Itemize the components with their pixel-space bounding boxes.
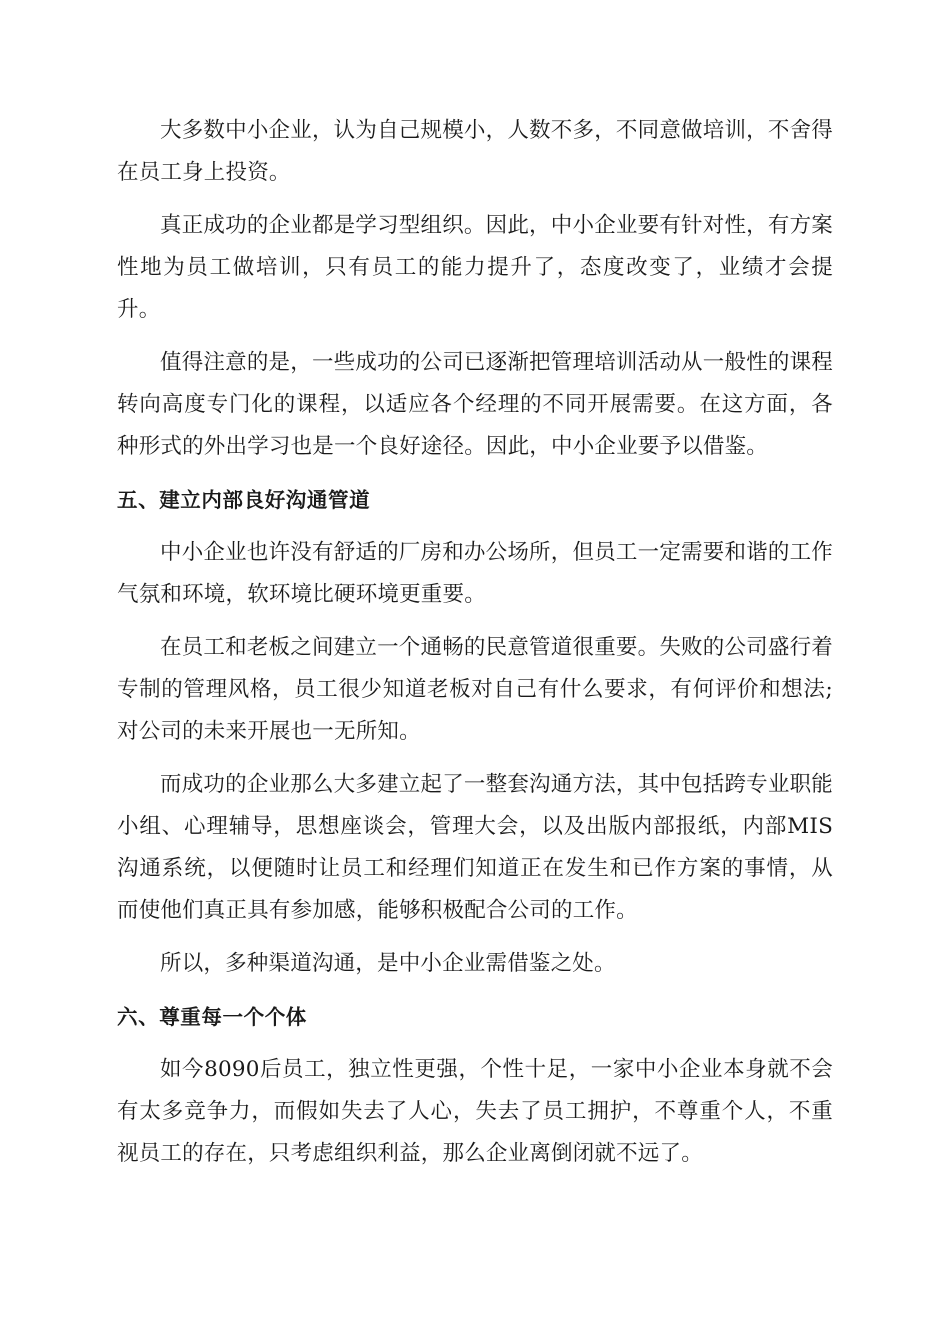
paragraph-training-reluctance: 大多数中小企业，认为自己规模小，人数不多，不同意做培训，不舍得在员工身上投资。: [117, 118, 833, 185]
paragraph-specialized-courses: 值得注意的是，一些成功的公司已逐渐把管理培训活动从一般性的课程转向高度专门化的课程，以适应各个经理的不同开展需要。在这方面，各种形式的外出学习也是一个良好途径。因此，中小企业要予以借鉴。: [117, 350, 833, 459]
paragraph-respect-individuals: 如今8090后员工，独立性更强，个性十足，一家中小企业本身就不会有太多竞争力，而假如失去了人心，失去了员工拥护，不尊重个人，不重视员工的存在，只考虑组织利益，那么企业离倒闭就不远了。: [117, 1057, 833, 1166]
paragraph-communication-methods: 而成功的企业那么大多建立起了一整套沟通方法，其中包括跨专业职能小组、心理辅导，思想座谈会，管理大会，以及出版内部报纸，内部MIS沟通系统，以便随时让员工和经理们知道正在发生和已作方案的事情，从而使他们真正具有参加感，能够积极配合公司的工作。: [117, 772, 833, 923]
paragraph-work-atmosphere: 中小企业也许没有舒适的厂房和办公场所，但员工一定需要和谐的工作气氛和环境，软环境比硬环境更重要。: [117, 540, 833, 607]
section-heading-5: 五、建立内部良好沟通管道: [117, 488, 371, 512]
paragraph-learning-organization: 真正成功的企业都是学习型组织。因此，中小企业要有针对性，有方案性地为员工做培训，只有员工的能力提升了，态度改变了，业绩才会提升。: [117, 213, 833, 322]
document-page: [117, 110, 833, 1186]
paragraph-multi-channel: 所以，多种渠道沟通，是中小企业需借鉴之处。: [160, 951, 616, 976]
paragraph-opinion-channel: 在员工和老板之间建立一个通畅的民意管道很重要。失败的公司盛行着专制的管理风格，员工很少知道老板对自己有什么要求，有何评价和想法;对公司的未来开展也一无所知。: [117, 635, 833, 744]
section-heading-6: 六、尊重每一个个体: [117, 1005, 307, 1029]
